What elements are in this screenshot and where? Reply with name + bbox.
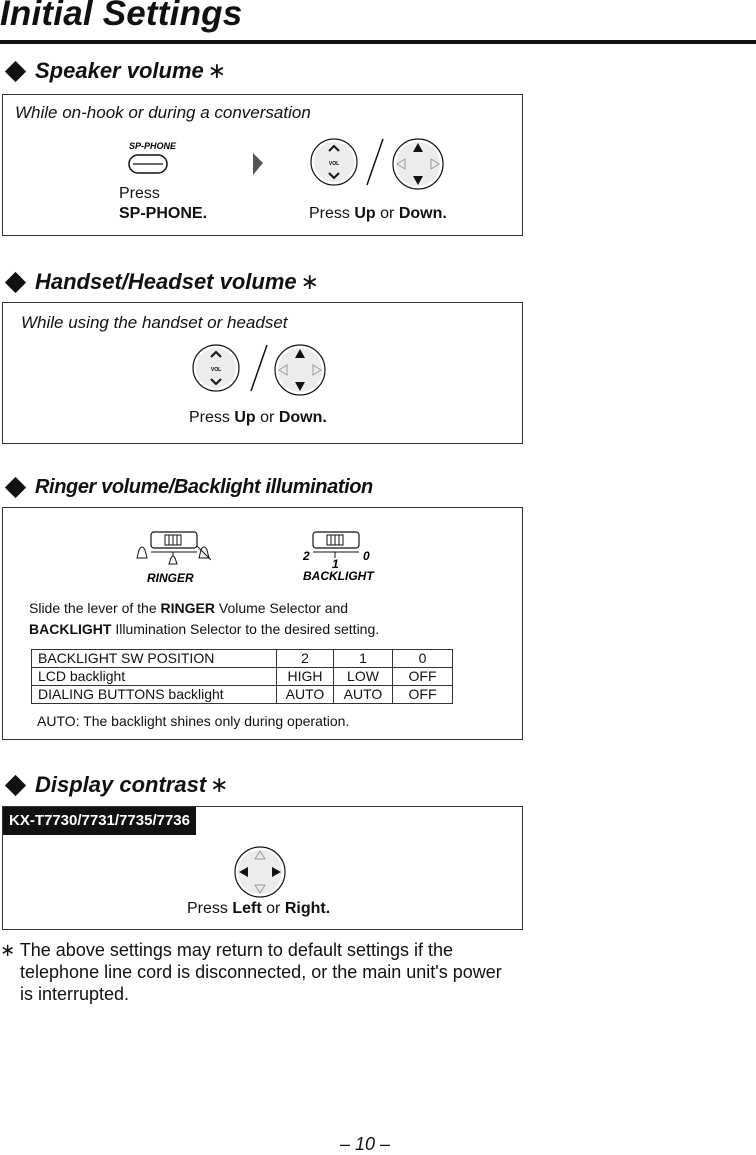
handset-volume-heading xyxy=(4,269,319,295)
handset-volume-heading-text: Handset/Headset volume xyxy=(35,269,297,294)
asterisk-mark: ∗ xyxy=(300,269,320,294)
speaker-volume-heading xyxy=(4,58,226,84)
table-cell: 2 xyxy=(277,650,334,668)
speaker-instruction: Press Up or Down. xyxy=(309,205,447,222)
footnote xyxy=(0,939,530,1005)
press-word: Press xyxy=(119,185,160,202)
diamond-bullet-icon xyxy=(5,271,26,292)
table-cell: AUTO xyxy=(277,686,334,704)
asterisk-mark: ∗ xyxy=(210,772,229,797)
navigator-left-right-icon xyxy=(233,845,287,899)
table-cell: AUTO xyxy=(334,686,393,704)
speaker-volume-box xyxy=(2,94,523,236)
model-tab: KX-T7730/7731/7735/7736 xyxy=(3,807,196,835)
backlight-label: BACKLIGHT xyxy=(303,569,374,583)
asterisk-mark: ∗ xyxy=(207,58,227,83)
separator-slash xyxy=(247,341,271,395)
table-cell: BACKLIGHT SW POSITION xyxy=(32,650,277,668)
ringer-selector-icon xyxy=(129,528,219,586)
diamond-bullet-icon xyxy=(5,774,26,795)
handset-condition: While using the handset or headset xyxy=(21,313,288,332)
vol-label: VOL xyxy=(328,161,340,167)
ringer-instruction-line2: BACKLIGHT Illumination Selector to the desired setting. xyxy=(29,621,380,637)
contrast-instruction: Press Left or Right. xyxy=(187,900,331,917)
table-cell: LCD backlight xyxy=(32,668,277,686)
diamond-bullet-icon xyxy=(5,477,26,498)
table-cell: DIALING BUTTONS backlight xyxy=(32,686,277,704)
page-number: – 10 – xyxy=(340,1134,391,1154)
table-cell: OFF xyxy=(393,686,453,704)
table-cell: HIGH xyxy=(277,668,334,686)
vol-key-icon xyxy=(309,137,359,187)
sp-phone-key-label: SP-PHONE xyxy=(129,141,177,151)
backlight-table xyxy=(31,649,453,704)
ringer-backlight-box xyxy=(2,507,523,740)
footnote-line3: is interrupted. xyxy=(20,984,130,1004)
table-row xyxy=(32,686,453,704)
backlight-pos-0: 0 xyxy=(363,549,370,563)
backlight-pos-2: 2 xyxy=(303,549,310,563)
navigator-up-down-icon xyxy=(273,343,327,397)
handset-instruction: Press Up or Down. xyxy=(189,409,327,426)
table-row xyxy=(32,650,453,668)
table-row xyxy=(32,668,453,686)
diamond-bullet-icon xyxy=(5,60,26,81)
display-contrast-heading xyxy=(4,772,229,798)
display-contrast-box xyxy=(2,806,523,930)
table-cell: 0 xyxy=(393,650,453,668)
auto-note: AUTO: The backlight shines only during operation. xyxy=(37,713,350,729)
page-title: Initial Settings xyxy=(0,0,243,33)
ringer-instruction-line1: Slide the lever of the RINGER Volume Selector and xyxy=(29,600,349,616)
sp-phone-key-icon xyxy=(127,139,187,179)
table-cell: 1 xyxy=(334,650,393,668)
ringer-backlight-heading xyxy=(4,476,373,499)
arrow-right-icon xyxy=(251,153,265,177)
table-cell: LOW xyxy=(334,668,393,686)
ringer-backlight-heading-text: Ringer volume/Backlight illumination xyxy=(35,476,373,498)
speaker-condition: While on-hook or during a conversation xyxy=(15,103,311,122)
vol-label: VOL xyxy=(210,367,222,373)
vol-key-icon xyxy=(191,343,241,393)
backlight-selector-icon xyxy=(299,528,389,586)
footnote-line1: ∗ The above settings may return to default settings if the xyxy=(0,940,454,960)
display-contrast-heading-text: Display contrast xyxy=(35,772,207,797)
footnote-line2: telephone line cord is disconnected, or the main unit's power xyxy=(20,962,502,982)
title-rule xyxy=(0,40,756,44)
handset-volume-box xyxy=(2,302,523,444)
navigator-up-down-icon xyxy=(391,137,445,191)
speaker-volume-heading-text: Speaker volume xyxy=(35,58,204,83)
ringer-label: RINGER xyxy=(147,571,194,585)
press-sp-phone-key: SP-PHONE. xyxy=(119,205,208,222)
backlight-pos-1: 1 xyxy=(332,557,339,571)
table-cell: OFF xyxy=(393,668,453,686)
separator-slash xyxy=(363,135,387,189)
